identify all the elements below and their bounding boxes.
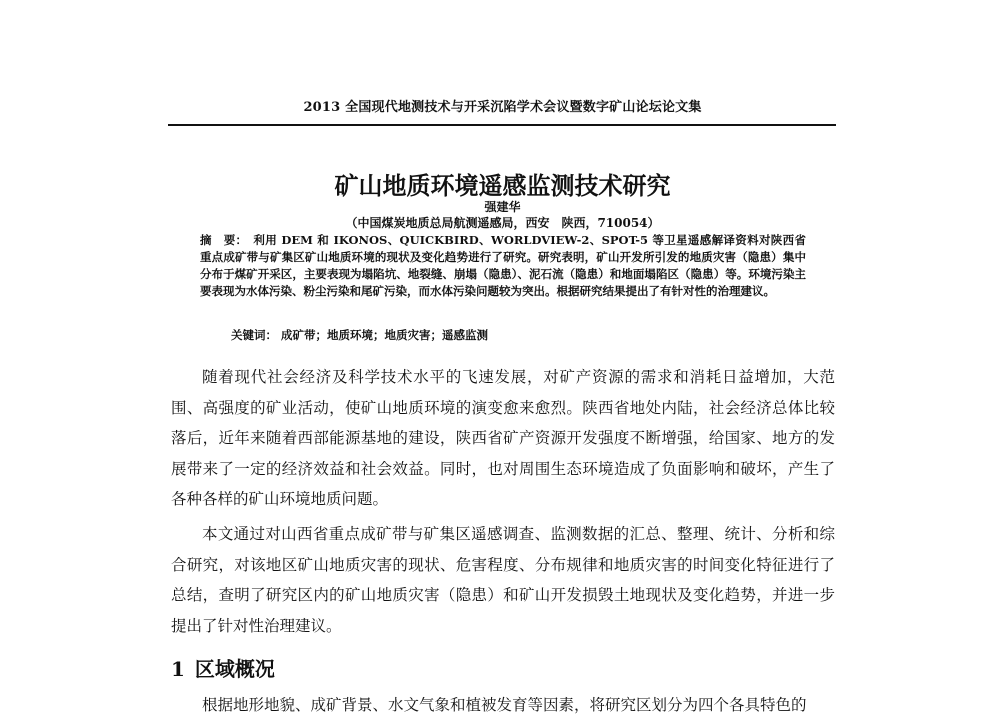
- author-name: 强建华: [484, 200, 521, 214]
- keywords-block: [231, 327, 806, 343]
- author-affiliation: （中国煤炭地质总局航测遥感局，西安 陕西，710054）: [345, 216, 660, 230]
- section-number: 1: [171, 657, 185, 681]
- keywords-text: 成矿带；地质环境；地质灾害；遥感监测: [281, 328, 488, 342]
- section-title: 区域概况: [194, 657, 275, 681]
- keywords-label: 关键词：: [231, 328, 277, 342]
- abstract-label: 摘 要：: [200, 233, 248, 247]
- body-paragraph-2: 本文通过对山西省重点成矿带与矿集区遥感调查、监测数据的汇总、整理、统计、分析和综合研究，对该地区矿山地质灾害的现状、危害程度、分布规律和地质灾害的时间变化特征进行了总结，查明了研究区内的矿山地质灾害（隐患）和矿山开发损毁土地现状及变化趋势，并进一步提出了针对性治理建议。: [171, 525, 835, 635]
- body-paragraph-1: 随着现代社会经济及科学技术水平的飞速发展，对矿产资源的需求和消耗日益增加，大范围、高强度的矿业活动，使矿山地质环境的演变愈来愈烈。陕西省地处内陆，社会经济总体比较落后，近年来随着西部能源基地的建设，陕西省矿产资源开发强度不断增强，给国家、地方的发展带来了一定的经济效益和社会效益。同时，也对周围生态环境造成了负面影响和破坏，产生了各种各样的矿山环境地质问题。: [171, 368, 835, 508]
- section-heading: [171, 653, 275, 682]
- header-rule: [168, 124, 836, 126]
- abstract-block: [200, 232, 806, 300]
- paper-title: 矿山地质环境遥感监测技术研究: [334, 171, 671, 200]
- section-first-line: 根据地形地貌、成矿背景、水文气象和植被发育等因素，将研究区划分为四个各具特色的: [202, 696, 807, 714]
- running-header: 2013 全国现代地测技术与开采沉陷学术会议暨数字矿山论坛论文集: [303, 100, 702, 115]
- abstract-text: 利用 DEM 和 IKONOS、QUICKBIRD、WORLDVIEW-2、SPOT-5 等卫星遥感解译资料对陕西省重点成矿带与矿集区矿山地质环境的现状及变化趋势进行了研究。研究表明，矿山开发所引发的地质灾害（隐患）集中分布于煤矿开采区，主要表现为塌陷坑、地裂缝、崩塌（隐患）、泥石流（隐患）和地面塌陷区（隐患）等。环境污染主要表现为水体污染、粉尘污染和尾矿污染，而水体污染问题较为突出。根据研究结果提出了有针对性的治理建议。: [200, 233, 806, 298]
